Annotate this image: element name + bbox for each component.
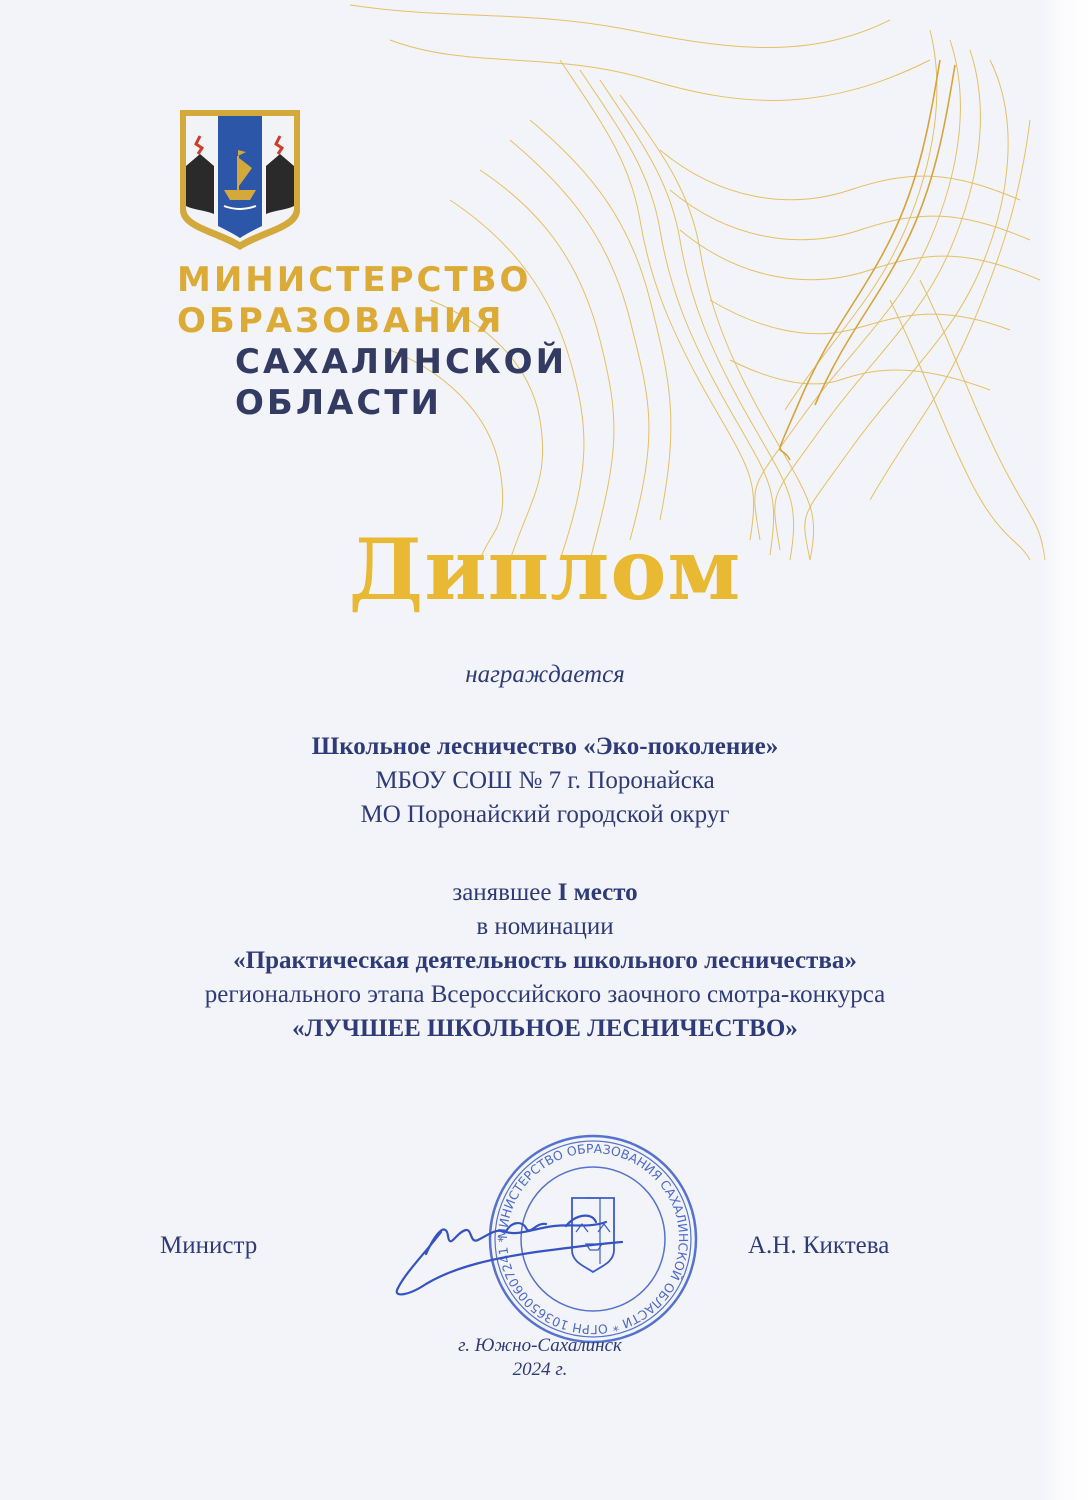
place-prefix: занявшее [452, 879, 558, 906]
scan-edge-shade [1042, 0, 1090, 1500]
awarded-text: награждается [465, 661, 625, 688]
nomination-intro: в номинации [476, 913, 614, 940]
signer-position: Министр [160, 1232, 258, 1259]
sakhalin-coat-of-arms-emblem [176, 106, 304, 254]
ministry-line-2: ОБРАЗОВАНИЯ [177, 301, 505, 341]
ministry-line-1: МИНИСТЕРСТВО [177, 260, 532, 300]
nomination-name: «Практическая деятельность школьного лесничества» [233, 947, 857, 974]
ministry-line-3: САХАЛИНСКОЙ [235, 342, 568, 382]
stamp-text: МИНИСТЕРСТВО ОБРАЗОВАНИЯ САХАЛИНСКОЙ ОБЛАСТИ * ОГРН 1036500607241 * [494, 1140, 692, 1338]
recipient-school: МБОУ СОШ № 7 г. Поронайска [375, 767, 715, 794]
recipient-district: МО Поронайский городской округ [360, 801, 730, 828]
diploma-title: Диплом [348, 520, 742, 619]
nomination-block [60, 876, 1030, 1046]
ministry-name-block [177, 260, 607, 424]
issue-city: г. Южно-Сахалинск [458, 1335, 622, 1356]
contest-line: регионального этапа Всероссийского заочного смотра-конкурса [204, 981, 886, 1008]
contest-name: «ЛУЧШЕЕ ШКОЛЬНОЕ ЛЕСНИЧЕСТВО» [292, 1015, 798, 1042]
recipient-name: Школьное лесничество «Эко-поколение» [311, 733, 779, 760]
place-line [60, 876, 1030, 910]
handwritten-signature [386, 1192, 636, 1302]
recipient-block [60, 730, 1030, 832]
issue-place-block [340, 1334, 740, 1382]
ministry-line-4: ОБЛАСТИ [235, 383, 442, 423]
issue-year: 2024 г. [512, 1359, 568, 1380]
place-value: I место [557, 879, 638, 906]
signer-name: А.Н. Киктева [748, 1232, 890, 1259]
